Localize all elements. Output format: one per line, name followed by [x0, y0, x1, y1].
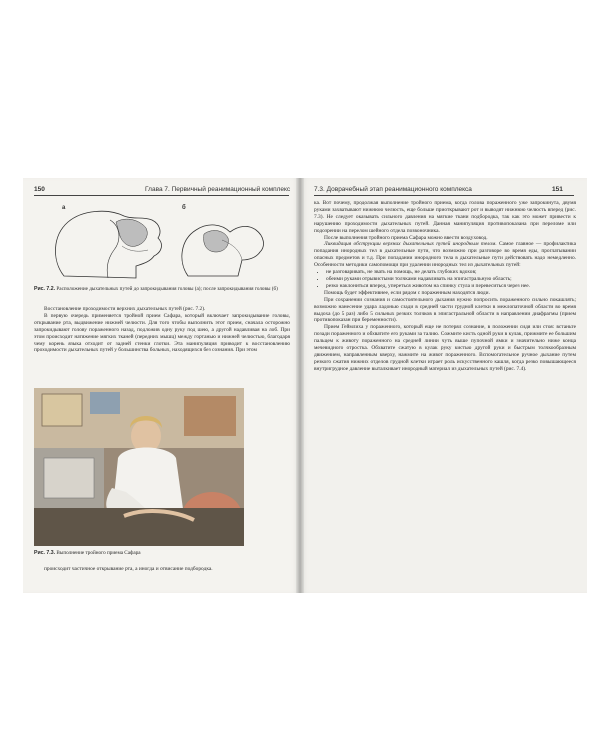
right-body-text: [314, 200, 576, 373]
right-paragraph: ка. Вот почему, продолжая выполнение тройного приема, когда голова пораженного уже запрокинута, двумя руками захватывают нижнюю челюсть, еще больше приоткрывают рот и выводят нижнюю челюсть вперед (рис. 7.3). Не следует оказывать сильного давления на мягкие ткани подбородка, так как это может привести к нарушению проходимости дыхательных путей. Данная манипуляция противопоказана при переломе или подозрении на перелом шейного отдела позвоночника.: [314, 200, 576, 234]
fig72-caption: [34, 286, 290, 293]
fig73-caption-label: Рис. 7.3.: [34, 550, 56, 556]
left-paragraph: происходит частичное открывание рта, а иногда и отвисание подбородка.: [44, 566, 213, 572]
right-paragraph: [314, 241, 576, 269]
right-paragraph: При сохранении сознания и самостоятельного дыхания нужно попросить пораженного сильно покашлять; возможно нанесение удара ладонью сзади в средней части грудной клетки в межлопаточной области во время выдоха (до 5 раз) либо 5 сильных резких толчков в эпигастральной области в направлении диафрагмы (прием противопоказан при беременности).: [314, 296, 576, 324]
left-header-rule: [34, 195, 289, 196]
book-spine: [296, 178, 304, 593]
list-item: • обеими руками отрывистыми толчками надавливать на эпигастральную область;: [326, 276, 576, 283]
left-running-head: Глава 7. Первичный реанимационный комплекс: [145, 186, 291, 193]
list-item: • резко наклониться вперед, упереться животом на спинку стула и перевеситься через нее.: [326, 283, 576, 290]
right-header-rule: [314, 195, 574, 196]
fig72b-airway-illustration: [178, 210, 273, 282]
fig73-photo: [34, 388, 244, 546]
bullet-list: [314, 269, 576, 290]
fig72-caption-text: Расположение дыхательных путей до запрокидывания головы (а); после запрокидывания головы (б): [56, 286, 278, 292]
right-paragraph-text: Самое главное — профилактика попадания инородных тел в дыхательные пути, что возможно при разговоре во время еды, проглатывании опасных предметов и т.д. При попадании инородного тела в дыхательные пути действовать надо немедленно. Особенности методики самопомощи при удалении инородных тел из дыхательных путей:: [314, 241, 576, 269]
left-body-text: [34, 306, 290, 354]
fig73-caption: [34, 550, 290, 557]
fig73-caption-text: Выполнение тройного приема Сафара: [56, 550, 141, 556]
right-page-number: 151: [552, 186, 563, 193]
right-paragraph: После выполнения тройного приема Сафара можно ввести воздуховод.: [324, 234, 488, 241]
right-paragraph: Помощь будет эффективнее, если рядом с пораженным находятся люди.: [324, 289, 490, 296]
right-running-head: 7.3. Доврачебный этап реанимационного комплекса: [314, 186, 472, 193]
list-item: • не разговаривать, не звать на помощь, не делать глубоких вдохов;: [326, 269, 576, 276]
left-final-line: [34, 566, 290, 573]
left-paragraph: В первую очередь применяется тройной прием Сафара, который включает запрокидывание головы, открывание рта, выдвижение нижней челюсти. Для того чтобы выполнить этот прием, сначала осторожно запрокидывают голову пораженного назад, подложив одну руку под шею, а другой надавливая на лоб. При этом происходит натяжение мягких тканей (передних мышц) между гортанью и нижней челюстью, благодаря чему корень языка отходит от задней стенки глотки. Эта манипуляция приводит к восстановлению проходимости дыхательных путей у большинства больных, находящихся без сознания. При этом: [34, 312, 290, 354]
fig72-label-a: а: [62, 205, 66, 211]
left-page-number: 150: [34, 186, 45, 193]
fig72-caption-label: Рис. 7.2.: [34, 286, 56, 292]
right-paragraph: Прием Геймлиха у пораженного, который еще не потерял сознание, в положении сидя или стоя: встаньте позади пораженного и обхватите его руками за талию. Сожмите кисть одной руки в кулак, прижмите ее большим пальцем к животу пораженного на средней линии чуть выше пупочной ямки и значительно ниже конца мечевидного отростка. Обхватите сжатую в кулак руку кистью другой руки и быстрым толчкообразным движением, направленным кверху, нажмите на живот пораженного. Вспомогательное ручное дыхание путем резкого сжатия нижних отделов грудной клетки играет роль искусственного кашля, когда резко повышающееся внутригрудное давление выталкивает инородный материал из дыхательных путей (рис. 7.4).: [314, 324, 576, 372]
right-italic-heading: Ликвидация обструкции верхних дыхательных путей инородным телом.: [324, 241, 497, 248]
fig72a-airway-illustration: [50, 206, 170, 284]
fig72-label-b: б: [182, 205, 186, 211]
left-paragraph: Восстановление проходимости верхних дыхательных путей (рис. 7.2).: [44, 306, 206, 312]
